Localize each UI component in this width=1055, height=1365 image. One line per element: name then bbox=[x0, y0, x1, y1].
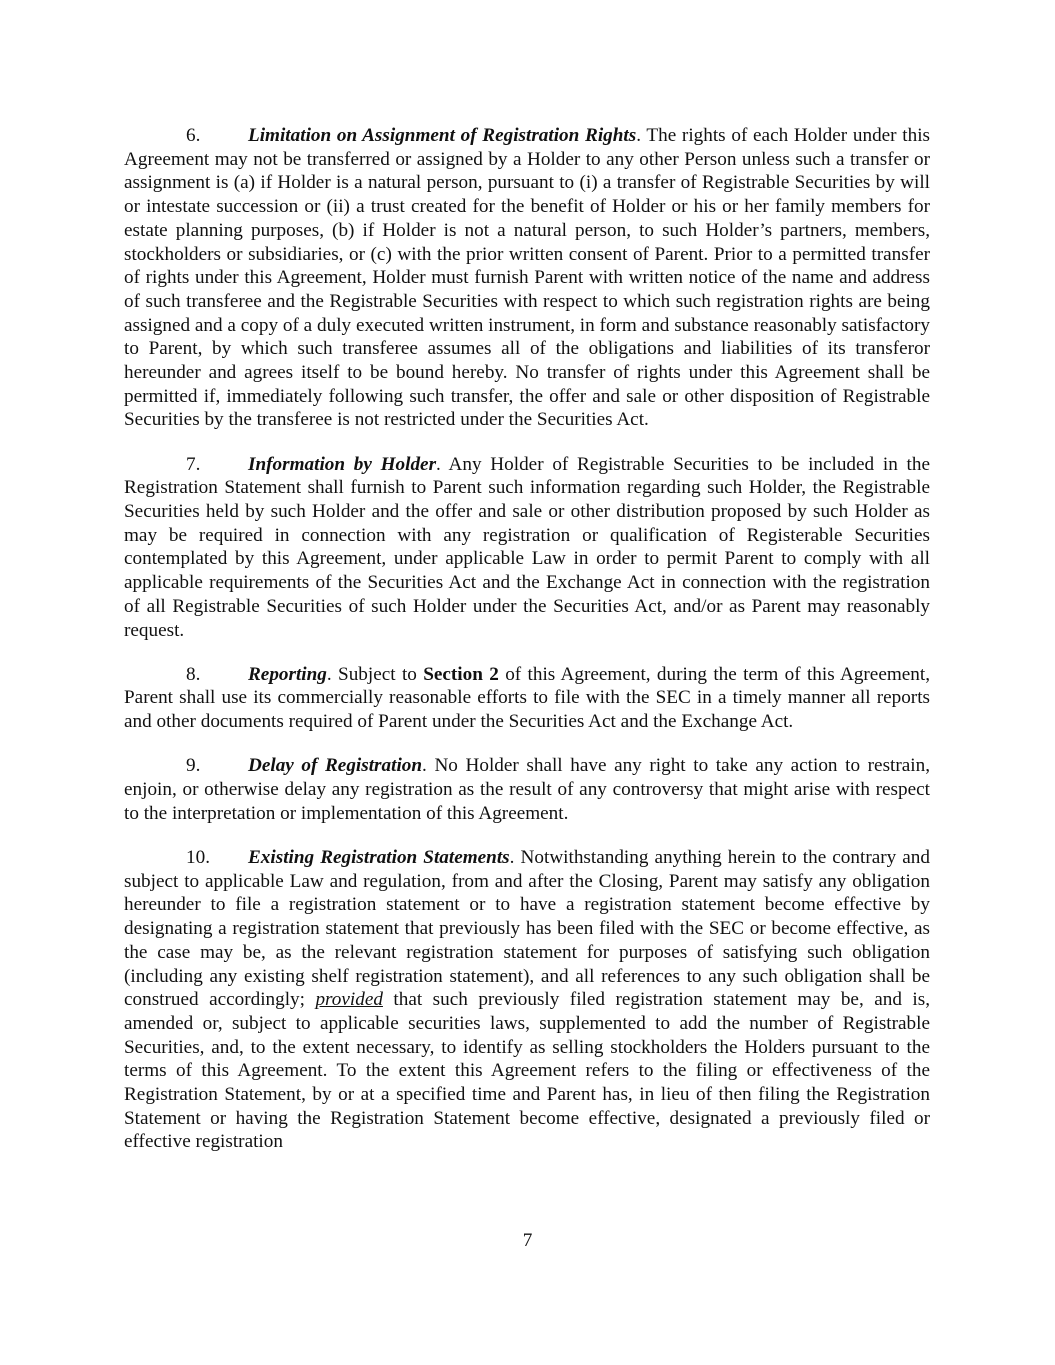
section-9 bbox=[124, 754, 930, 825]
section-heading: Existing Registration Statements bbox=[248, 846, 510, 868]
section-number: 6. bbox=[186, 125, 201, 146]
section-reference: Section 2 bbox=[423, 663, 499, 685]
section-7 bbox=[124, 453, 930, 643]
section-body-continued: that such previously filed registration statement may be, and is, amended or, subject to applicable securities laws, supplemented to add the number of Registrable Securities, and, to the extent necessary, to identify as selling stockholders the Holders pursuant to the terms of this Agreement. To the extent this Agreement refers to the filing or effectiveness of the Registration Statement, by or at a specified time and Parent has, in lieu of then filing the Registration Statement or having the Registration Statement become effective, designated a previously filed or effective registration bbox=[124, 989, 930, 1153]
section-body: . Any Holder of Registrable Securities to be included in the Registration Statement shall furnish to Parent such information regarding such Holder, the Registrable Securities held by such Holder and the offer and sale or other distribution proposed by such Holder as may be required in connection with any registration or qualification of Registerable Securities contemplated by this Agreement, under applicable Law in order to permit Parent to comply with all applicable requirements of the Securities Act and the Exchange Act in connection with the registration of all Registrable Securities of such Holder under the Securities Act, and/or as Parent may reasonably request. bbox=[124, 453, 930, 641]
section-6 bbox=[124, 124, 930, 432]
document-page bbox=[124, 124, 930, 1175]
section-heading: Limitation on Assignment of Registration Rights bbox=[248, 125, 637, 146]
page-number: 7 bbox=[522, 1230, 533, 1251]
section-heading: Information by Holder bbox=[248, 453, 437, 475]
section-8 bbox=[124, 663, 930, 734]
section-number: 10. bbox=[186, 846, 210, 868]
section-body: . Notwithstanding anything herein to the contrary and subject to applicable Law and regulation, from and after the Closing, Parent may satisfy any obligation hereunder to file a registration statement or to have a registration statement become effective by designating a registration statement that previously has been filed with the SEC or become effective, as the case may be, as the relevant registration statement for purposes of satisfying such obligation (including any existing shelf registration statement), and all references to any such obligation shall be construed accordingly; bbox=[124, 846, 930, 1011]
section-body: . The rights of each Holder under this Agreement may not be transferred or assigned by a Holder to any other Person unless such a transfer or assignment is (a) if Holder is a natural person, pursuant to (i) a transfer of Registrable Securities by will or intestate succession or (ii) a trust created for the benefit of Holder or his or her family members for estate planning purposes, (b) if Holder is not a natural person, to such Holder’s partners, members, stockholders or subsidiaries, or (c) with the prior written consent of Parent. Prior to a permitted transfer of rights under this Agreement, Holder must furnish Parent with written notice of the name and address of such transferee and the Registrable Securities with respect to which such registration rights are being assigned and a copy of a duly executed written instrument, in form and substance reasonably satisfactory to Parent, by which such transferee assumes all of the obligations and liabilities of its transferor hereunder and agrees itself to be bound hereby. No transfer of rights under this Agreement shall be permitted if, immediately following such transfer, the offer and sale or other disposition of Registrable Securities by the transferee is not restricted under the Securities Act. bbox=[124, 125, 930, 431]
section-body: . No Holder shall have any right to take any action to restrain, enjoin, or otherwise delay any registration as the result of any controversy that might arise with respect to the interpretation or implementation of this Agreement. bbox=[124, 755, 930, 824]
section-heading: Delay of Registration bbox=[248, 755, 423, 777]
emphasis-provided: provided bbox=[315, 989, 383, 1011]
section-heading: Reporting bbox=[248, 663, 327, 685]
section-number: 8. bbox=[186, 663, 201, 685]
section-number: 7. bbox=[186, 453, 201, 475]
section-body: . Subject to bbox=[326, 663, 424, 685]
section-body-continued: of this Agreement, during the term of this Agreement, Parent shall use its commercially reasonable efforts to file with the SEC in a timely manner all reports and other documents required of Parent under the Securities Act and the Exchange Act. bbox=[124, 663, 931, 733]
section-number: 9. bbox=[186, 755, 201, 777]
section-10 bbox=[124, 846, 930, 1154]
